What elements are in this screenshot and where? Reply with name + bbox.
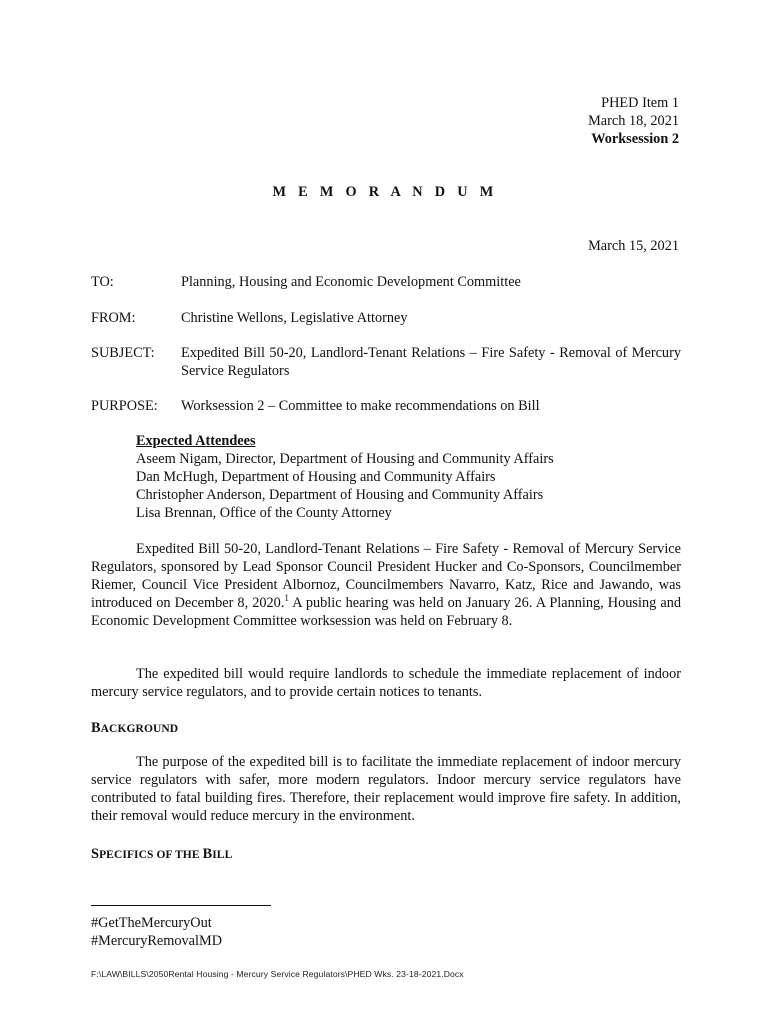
to-label: TO:: [91, 274, 114, 290]
purpose-label: PURPOSE:: [91, 398, 158, 414]
subject-label: SUBJECT:: [91, 345, 155, 361]
subject-field: [91, 344, 681, 380]
header-block: [588, 94, 679, 148]
memo-title: M E M O R A N D U M: [272, 184, 498, 200]
summary-paragraph: The expedited bill would require landlords to schedule the immediate replacement of indoor mercury service regulators, and to provide certain notices to tenants.: [91, 666, 681, 700]
from-value: Christine Wellons, Legislative Attorney: [181, 310, 408, 326]
from-field: [91, 309, 681, 327]
intro-paragraph: [91, 540, 681, 630]
memo-date: March 15, 2021: [588, 238, 679, 254]
footnote-item: #MercuryRemovalMD: [91, 933, 223, 949]
to-value: Planning, Housing and Economic Development Committee: [181, 274, 521, 290]
meeting-date: March 18, 2021: [588, 113, 679, 129]
attendee-item: Dan McHugh, Department of Housing and Community Affairs: [136, 469, 496, 485]
background-paragraph: The purpose of the expedited bill is to facilitate the immediate replacement of indoor mercury service regulators with safer, more modern regulators. Indoor mercury service regulators have contributed to fatal building fires. Therefore, their replacement would improve fire safety. In addition, their removal would reduce mercury in the environment.: [91, 754, 681, 824]
attendees-heading: Expected Attendees: [136, 433, 256, 449]
intro-text-cont: A public hearing was held on January 26. A Planning, Housing and Economic Development Committee worksession was held on February 8.: [91, 595, 681, 629]
subject-value: Expedited Bill 50-20, Landlord-Tenant Relations – Fire Safety - Removal of Mercury Service Regulators: [181, 345, 681, 379]
item-label: PHED Item 1: [601, 95, 679, 111]
purpose-value: Worksession 2 – Committee to make recommendations on Bill: [181, 398, 540, 414]
footnote-item: #GetTheMercuryOut: [91, 915, 212, 931]
footnotes: [91, 914, 222, 950]
attendee-item: Lisa Brennan, Office of the County Attorney: [136, 505, 392, 521]
attendee-item: Aseem Nigam, Director, Department of Housing and Community Affairs: [136, 451, 554, 467]
session-label: Worksession 2: [591, 131, 679, 147]
to-field: [91, 273, 681, 291]
footnote-divider: [91, 905, 271, 906]
purpose-field: [91, 397, 681, 415]
file-path-footer: F:\LAW\BILLS\2050Rental Housing - Mercury Service Regulators\PHED Wks. 23-18-2021.Docx: [91, 969, 464, 979]
attendees-block: [136, 432, 554, 522]
from-label: FROM:: [91, 310, 136, 326]
attendee-item: Christopher Anderson, Department of Housing and Community Affairs: [136, 487, 544, 503]
footnote-reference: 1: [284, 593, 289, 604]
specifics-heading: SPECIFICS OF THE BILL: [91, 846, 233, 862]
intro-text: Expedited Bill 50-20, Landlord-Tenant Relations – Fire Safety - Removal of Mercury Service Regulators, sponsored by Lead Sponsor Council President Hucker and Co-Sponsors, Councilmember Riemer, Council Vice President Albornoz, Councilmembers Navarro, Katz, Rice and Jawando, was introduced on December 8, 2020.: [91, 541, 681, 611]
background-heading: BACKGROUND: [91, 720, 179, 736]
